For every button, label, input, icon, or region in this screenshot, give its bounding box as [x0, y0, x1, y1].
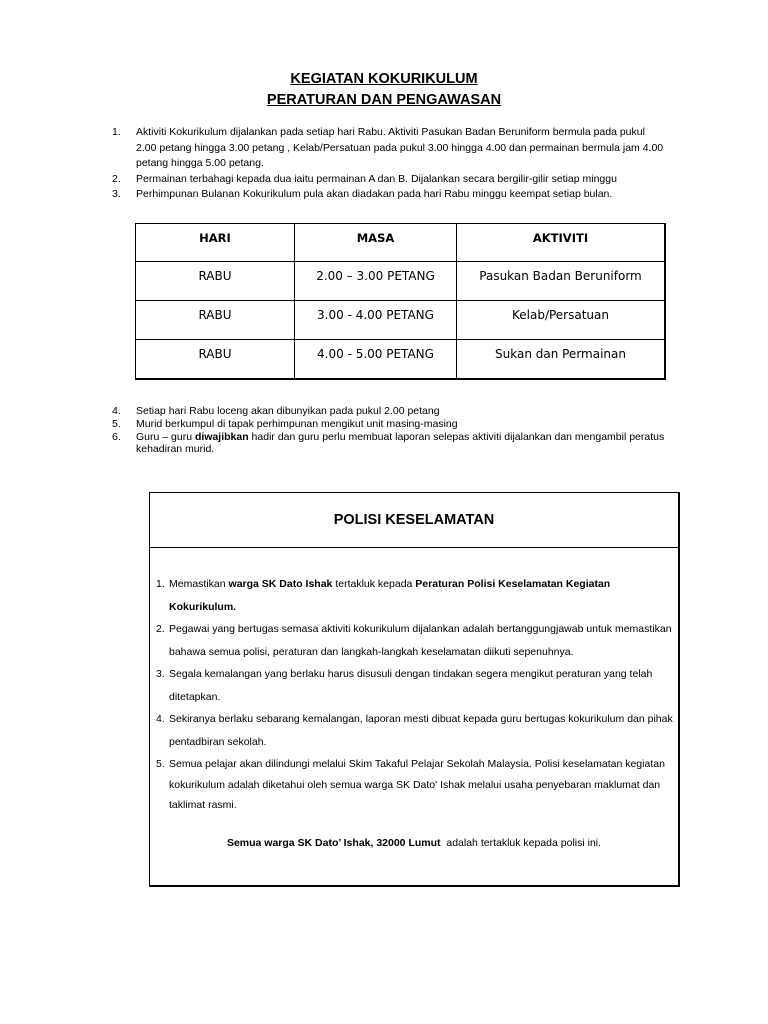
column-header: MASA — [295, 224, 457, 262]
table-row — [136, 340, 666, 380]
policy-list — [156, 573, 674, 816]
column-header: AKTIVITI — [457, 224, 666, 262]
list-number: 2. — [112, 172, 121, 185]
list-item — [156, 754, 674, 816]
closing-text: adalah tertakluk kepada polisi ini. — [440, 837, 602, 849]
list-item — [108, 187, 668, 203]
list-number: 2. — [156, 623, 165, 635]
table-cell: Pasukan Badan Beruniform — [457, 262, 666, 301]
list-item — [156, 618, 674, 663]
list-text: Segala kemalangan yang berlaku harus disusuli dengan tindakan segera mengikut peraturan yang telah ditetapkan. — [169, 668, 653, 703]
closing-bold: Semua warga SK Dato’ Ishak, 32000 Lumut — [226, 837, 441, 849]
list-item — [156, 708, 674, 753]
list-text: Aktiviti Kokurikulum dijalankan pada setiap hari Rabu. Aktiviti Pasukan Badan Beruniform bermula pada pukul 2.00 petang hingga 3.00 petang , Kelab/Persatuan pada pukul 3.00 hingga 4.00 dan permainan bermula jam 4.00 petang hingga 5.00 petang. — [136, 126, 664, 169]
list-item — [108, 405, 668, 418]
policy-box — [149, 492, 680, 887]
policy-heading: POLISI KESELAMATAN — [150, 493, 678, 548]
table-cell: 2.00 – 3.00 PETANG — [295, 262, 457, 301]
list-item — [108, 431, 668, 457]
list-text: Pegawai yang bertugas semasa aktiviti kokurikulum dijalankan adalah bertanggungjawab untuk memastikan bahawa semua polisi, peraturan dan langkah-langkah keselamatan diikuti sepenuhnya. — [169, 623, 672, 658]
list-item — [156, 573, 674, 618]
list-text-pre: Guru – guru — [136, 430, 195, 443]
schedule-table — [135, 223, 666, 380]
table-cell: Kelab/Persatuan — [457, 301, 666, 340]
table-header-row — [136, 224, 666, 262]
list-number: 5. — [156, 758, 165, 770]
list-text: Semua pelajar akan dilindungi melalui Skim Takaful Pelajar Sekolah Malaysia. Polisi keselamatan kegiatan kokurikulum adalah diketahui oleh semua warga SK Dato' Ishak melalui usaha penyebaran maklumat dan taklimat rasmi. — [169, 758, 665, 811]
table-cell: RABU — [136, 340, 295, 380]
list-number: 4. — [156, 713, 165, 725]
list-text: Sekiranya berlaku sebarang kemalangan, laporan mesti dibuat kepada guru bertugas kokurikulum dan pihak pentadbiran sekolah. — [169, 713, 673, 748]
list-text-bold: diwajibkan — [194, 430, 249, 443]
rules-list — [108, 125, 668, 203]
table-cell: RABU — [136, 301, 295, 340]
list-text-pre: Memastikan — [169, 578, 229, 590]
list-text-mid: tertakluk kepada — [332, 578, 416, 590]
list-number: 1. — [112, 126, 121, 138]
list-text: Permainan terbahagi kepada dua iaitu permainan A dan B. Dijalankan secara bergilir-gilir setiap minggu — [136, 172, 617, 185]
list-number: 3. — [112, 188, 121, 200]
document-subtitle: PERATURAN DAN PENGAWASAN — [266, 92, 502, 108]
list-item — [108, 172, 668, 188]
list-number: 4. — [112, 405, 121, 417]
list-number: 1. — [156, 578, 165, 590]
table-cell: RABU — [136, 262, 295, 301]
list-text: Murid berkumpul di tapak perhimpunan mengikut unit masing-masing — [136, 417, 458, 430]
table-cell: 4.00 - 5.00 PETANG — [295, 340, 457, 380]
list-item — [108, 125, 668, 172]
list-item — [108, 418, 668, 431]
list-text: Setiap hari Rabu loceng akan dibunyikan pada pukul 2.00 petang — [136, 405, 440, 417]
list-text-bold: warga SK Dato Ishak — [228, 578, 333, 590]
list-text: Perhimpunan Bulanan Kokurikulum pula akan diadakan pada hari Rabu minggu keempat setiap bulan. — [136, 188, 613, 200]
list-number: 6. — [112, 430, 121, 443]
rules-list-2 — [108, 405, 668, 456]
document-title: KEGIATAN KOKURIKULUM — [290, 71, 478, 87]
table-row — [136, 262, 666, 301]
table-cell: 3.00 - 4.00 PETANG — [295, 301, 457, 340]
column-header: HARI — [136, 224, 295, 262]
policy-closing — [150, 837, 678, 849]
list-text-post: hadir dan guru perlu membuat laporan selepas aktiviti dijalankan dan mengambil peratus kehadiran murid. — [136, 430, 665, 456]
table-cell: Sukan dan Permainan — [457, 340, 666, 380]
list-item — [156, 663, 674, 708]
list-number: 5. — [112, 417, 121, 430]
table-row — [136, 301, 666, 340]
list-number: 3. — [156, 668, 165, 680]
list-text-bold: Peraturan Polisi Keselamatan Kegiatan Kokurikulum. — [169, 578, 611, 613]
